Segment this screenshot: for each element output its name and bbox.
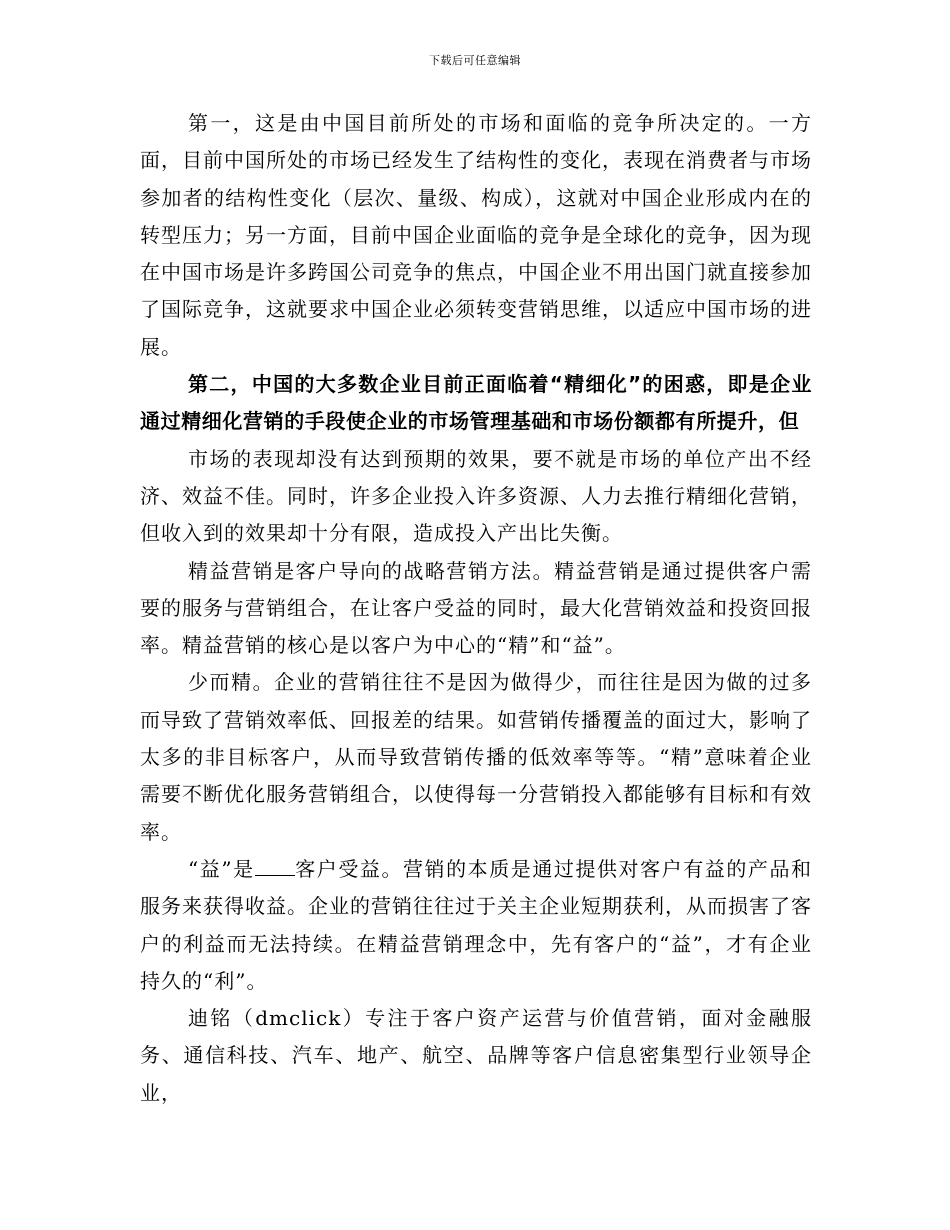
paragraph-benefit	[140, 851, 812, 1000]
paragraph-lean-marketing: 精益营销是客户导向的战略营销方法。精益营销是通过提供客户需要的服务与营销组合，在让客户受益的同时，最大化营销效益和投资回报率。精益营销的核心是以客户为中心的“精”和“益”。	[140, 558, 812, 658]
paragraph-first-reason: 第一，这是由中国目前所处的市场和面临的竞争所决定的。一方面，目前中国所处的市场已经发生了结构性的变化，表现在消费者与市场参加者的结构性变化（层次、量级、构成），这就对中国企业形成内在的转型压力；另一方面，目前中国企业面临的竞争是全球化的竞争，因为现在中国市场是许多跨国公司竞争的焦点，中国企业不用出国门就直接参加了国际竞争，这就要求中国企业必须转变营销思维，以适应中国市场的进展。	[140, 111, 812, 359]
page-header: 下载后可任意编辑	[429, 54, 521, 67]
benefit-rest-text: 客户受益。营销的本质是通过提供对客户有益的产品和服务来获得收益。企业的营销往往过于关主企业短期获利，从而损害了客户的利益而无法持续。在精益营销理念中，先有客户的“益”，才有企业持久的“利”。	[140, 856, 812, 993]
fill-in-blank	[255, 857, 295, 876]
paragraph-less-but-fine: 少而精。企业的营销往往不是因为做得少，而往往是因为做的过多而导致了营销效率低、回报差的结果。如营销传播覆盖的面过大，影响了太多的非目标客户，从而导致营销传播的低效率等等。“精”意味着企业需要不断优化服务营销组合，以使得每一分营销投入都能够有目标和有效率。	[140, 670, 812, 844]
benefit-lead-text: “益”是	[188, 856, 255, 881]
paragraph-market-performance: 市场的表现却没有达到预期的效果，要不就是市场的单位产出不经济、效益不佳。同时，许多企业投入许多资源、人力去推行精细化营销，但收入到的效果却十分有限，造成投入产出比失衡。	[140, 446, 812, 546]
paragraph-second-reason-bold: 第二，中国的大多数企业目前正面临着“精细化”的困惑，即是企业通过精细化营销的手段使企业的市场管理基础和市场份额都有所提升，但	[140, 372, 812, 434]
document-body	[140, 105, 812, 1112]
paragraph-dmclick: 迪铭（dmclick）专注于客户资产运营与价值营销，面对金融服务、通信科技、汽车、地产、航空、品牌等客户信息密集型行业领导企业，	[140, 1006, 812, 1105]
